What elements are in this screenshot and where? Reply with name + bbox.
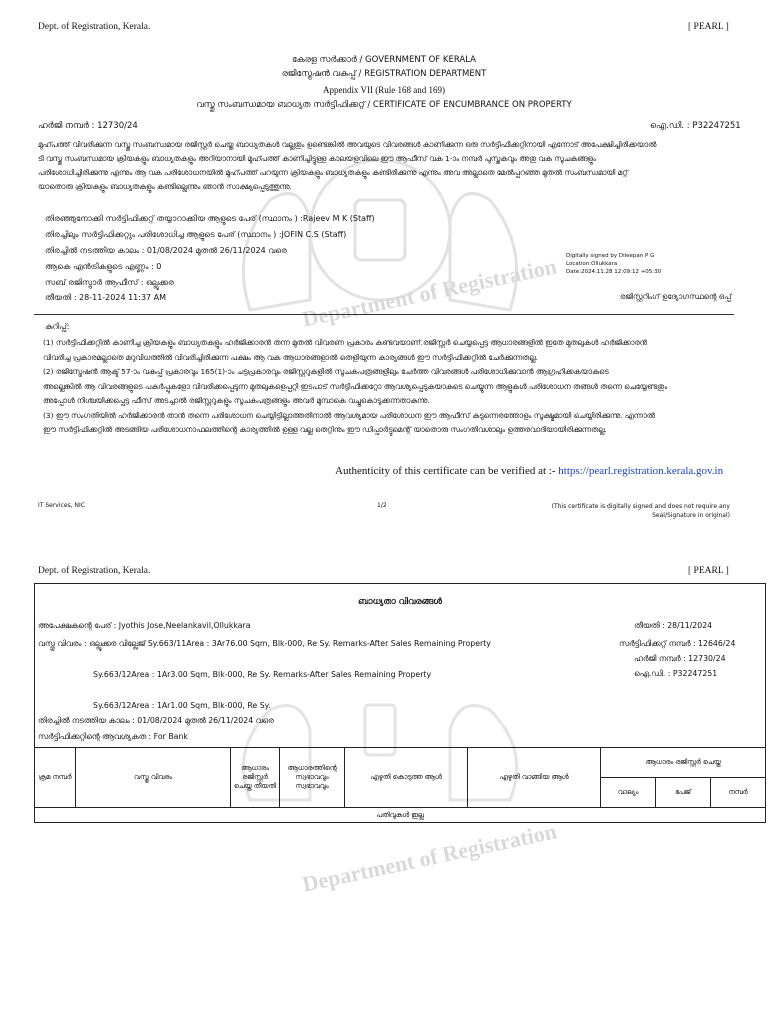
page-number: 1/2 (377, 502, 387, 509)
page2-date: തീയതി : 28/11/2024 (634, 621, 713, 630)
footer-left: IT Services, NIC (38, 502, 85, 509)
title-line-2: രജിസ്ട്രേഷൻ വകുപ്പ് / REGISTRATION DEPARTMENT (281, 69, 487, 79)
certificate-number: സർട്ടിഫിക്കറ്റ് നമ്പർ : 12646/24 (619, 639, 736, 648)
footer-right-line: Seal/Signature in original) (652, 512, 730, 519)
note-title: കുറിപ്പ്: (45, 322, 70, 331)
dept-name-page2: Dept. of Registration, Kerala. (38, 566, 151, 576)
header-claimant: എഴുതി വാങ്ങിയ ആൾ (468, 748, 601, 808)
notes-block (43, 336, 743, 438)
header-volume: വാല്യം (601, 778, 656, 808)
note-line: വിവരിച്ച പ്രകാരമല്ലാതെ മറുവിധത്തിൽ വിവരിച്ചിരിക്കുന്ന പക്ഷം ആ വക ആധാരങ്ങളാൽ തെളിയുന്ന കാര്യങ്ങൾ ഈ സർട്ടിഫിക്കറ്റിൽ ചേർക്കുന്നതല്ല. (43, 352, 538, 362)
signature-line: Location:Ollukkara (566, 261, 618, 267)
pearl-tag: [ PEARL ] (688, 22, 729, 32)
header-property: വസ്തു വിവരം (76, 748, 231, 808)
encumbrance-table (34, 747, 766, 823)
search-period: തിരച്ചിൽ നടത്തിയ കാലം : 01/08/2024 മുതൽ 26/11/2024 വരെ (45, 246, 287, 255)
page2-search-period: തിരച്ചിൽ നടത്തിയ കാലം : 01/08/2024 മുതൽ 26/11/2024 വരെ (38, 716, 274, 725)
dept-name: Dept. of Registration, Kerala. (38, 22, 151, 32)
certificate-date: തീയതി : 28-11-2024 11:37 AM (45, 293, 167, 302)
title-line-3: Appendix VII (Rule 168 and 169) (322, 85, 446, 95)
property-line-1: വസ്തു വിവരം : ഒല്ലൂക്കര വില്ലേജ് Sy.663/11Area : 3Ar76.00 Sqm, Blk-000, Re Sy. Remarks-After Sales Remaining Property (38, 639, 491, 648)
property-line-2: Sy.663/12Area : 1Ar3.00 Sqm, Blk-000, Re Sy. Remarks-After Sales Remaining Property (93, 670, 432, 679)
title-line-4: വസ്തു സംബന്ധമായ ബാധ്യത സർട്ടിഫിക്കറ്റ് / CERTIFICATE OF ENCUMBRANCE ON PROPERTY (196, 100, 572, 110)
signature-line: Date:2024.11.28 12:09:12 +05:30 (566, 269, 662, 275)
note-line: അപ്പോൾ നിശ്ചയിക്കപ്പെട്ട ഫീസ് അടച്ചാൽ രജിസ്റ്ററുകളും സൂചകപത്രങ്ങളും അവർ മുമ്പാകെ വച്ചുകൊടുക്കന്നതാകുന്നു. (43, 396, 430, 405)
note-line: ഈ സർട്ടിഫിക്കറ്റിൽ അടങ്ങിയ പരിശോധനാഫലത്തിന്റെ കാര്യത്തിൽ ഉള്ള വല്ല തെറ്റിനും ഈ ഡിപ്പാർട്ടുമെന്റ് യാതൊരു സംഗതിവശാലും ഉത്തരവാദിയായിരിക്കുന്നതല്ല. (43, 425, 607, 434)
watermark-text: Department of Registration (300, 253, 559, 332)
intro-paragraph (38, 138, 738, 194)
digital-signature (566, 252, 661, 276)
signature-line: Digitally signed by Dileepan P G (566, 253, 655, 259)
verify-text: Authenticity of this certificate can be verified at :- (335, 465, 559, 477)
application-number: ഹർജി നമ്പർ : 12730/24 (38, 121, 138, 131)
page2-id-number: ഐ.ഡി. : P32247251 (634, 669, 718, 678)
page2-application-number: ഹർജി നമ്പർ : 12730/24 (634, 654, 726, 663)
intro-line: യാതൊരു ക്രിയകളും ബാധ്യതകളും കണ്ടില്ലെന്നും ഞാൻ സാക്ഷ്യപ്പെടുത്തുന്നു. (38, 182, 292, 191)
verify-line (335, 465, 723, 477)
header-executant: എഴുതി കൊടുത്ത ആൾ (345, 748, 468, 808)
signature-caption: രജിസ്റ്ററിംഗ് ഉദ്യോഗസ്ഥന്റെ ഒപ്പ് (620, 292, 732, 301)
header-page: പേജ് (656, 778, 711, 808)
verify-link[interactable]: https://pearl.registration.kerala.gov.in (558, 465, 724, 477)
note-line: (1) സർട്ടിഫിക്കറ്റിൽ കാണിച്ച ക്രിയകളും ബാധ്യതകളും ഹർജിക്കാരൻ തന്ന മുതൽ വിവരണ പ്രകാരം കണ്ടവയാണ്.രജിസ്റ്റർ ചെയ്യപ്പെട്ട ആധാരങ്ങളിൽ ഇതേ മുതലുകൾ ഹർജിക്കാരൻ (43, 338, 647, 347)
note-line: (2) രജിസ്ട്രേഷൻ ആക്ട് 57-ാം വകുപ്പ് പ്രകാരവും 165(1)-ാം ചട്ടപ്രകാരവും രജിസ്റ്ററുകളിൽ സൂചകപത്രങ്ങളിലും ചേർത്ത വിവരങ്ങൾ പരിശോധിക്കുവാൻ ആഗ്രഹിക്കകയാകുടെ (43, 367, 609, 376)
note-line: അല്ലെങ്കിൽ ആ വിവരങ്ങളുടെ പകർപ്പുകളോ വിവരിക്കപ്പെടുന്ന മുതലുകളെപ്പറ്റി ഇടപാട് സർട്ടിഫിക്കറ്റോ ആവശ്യപ്പെടുകയാകുടെ ചെയ്യുന്ന ആളുകൾ പരിശോധന തങ്ങൾ തന്നെ ചെയ്യേണ്ടതും (43, 381, 668, 391)
footer-right (520, 502, 730, 520)
footer-right-line: (This certificate is digitally signed and does not require any (551, 503, 730, 510)
header-registration-group: ആധാരം രജിസ്റ്റർ ചെയ്ത (601, 748, 766, 778)
intro-line: ടി വസ്തു സംബന്ധമായ ക്രിയകളും ബാധ്യതകളും അറിയാനായി മുഹ്പത്ത് കാണിച്ചിട്ടുള്ള കാലയളവിലെ ഈ ആഫീസ് വക 1-ാം നമ്പർ പുസ്തകവും അതു വക സൂചകങ്ങളും (38, 154, 596, 163)
intro-line: മുഹ്പത്ത് വിവരിക്കുന്ന വസ്തു സംബന്ധമായ രജിസ്റ്റർ ചെയ്ത ബാധ്യതകൾ വല്ലതും ഉണ്ടെങ്കിൽ അവയുടെ വിവരങ്ങൾ കാണിക്കുന്ന ഒരു സർട്ടിഫിക്കറ്റിനായി എന്നോട് അപേക്ഷിച്ചിരിക്കയാൽ (38, 140, 657, 149)
prepared-by: തിരഞ്ഞുനോക്കി സർട്ടിഫിക്കറ്റ് തയ്യാറാക്കിയ ആളുടെ പേര് (സ്ഥാനം ) :Rajeev M K (Staff) (45, 214, 375, 223)
intro-line: പരിശോധിച്ചിരിക്കുന്നു എന്നും ആ വക പരിശോധനയിൽ മുഹ്പത്ത് പറയുന്ന ക്രിയകളും ബാധ്യതകളും കണ്ടിരിക്കുന്നു എന്നും അവ അല്ലാതെ മേൽപ്പറഞ്ഞ മുതൽ സംബന്ധമായി മറ്റ് (38, 168, 628, 177)
sub-registrar-office: സബ് രജിസ്ട്രാർ ആഫീസ് : ഒല്ലൂക്കര (45, 278, 174, 287)
no-records-row: പതിവുകൾ ഇല്ല (35, 808, 766, 823)
encumbrance-heading: ബാധ്യതാ വിവരങ്ങൾ (358, 597, 442, 607)
divider (34, 314, 734, 315)
certificate-purpose: സർട്ടിഫിക്കറ്റിന്റെ ആവശ്യകത : For Bank (38, 732, 188, 741)
header-serial: ക്രമ നമ്പർ (35, 748, 76, 808)
header-nature: ആധാരത്തിന്റെ സ്വഭാവവും സ്വഭാവവും (280, 748, 345, 808)
header-number: നമ്പർ (711, 778, 766, 808)
applicant-name: അപേക്ഷകന്റെ പേര് : Jyothis Jose,Neelankavil,Ollukkara (38, 621, 251, 630)
id-number: ഐ.ഡി. : P32247251 (650, 121, 741, 131)
total-entries: ആകെ എൻട്രികളുടെ എണ്ണം : 0 (45, 262, 162, 271)
title-line-1: കേരള സർക്കാർ / GOVERNMENT OF KERALA (292, 55, 476, 65)
watermark-text: Department of Registration (300, 818, 559, 897)
verified-by: തിരച്ചിലും സർട്ടിഫിക്കറ്റും പരിശോധിച്ച ആളുടെ പേര് (സ്ഥാനം ) :JOFIN C.S (Staff) (45, 230, 347, 239)
pearl-tag-page2: [ PEARL ] (688, 566, 729, 576)
property-line-3: Sy.663/12Area : 1Ar1.00 Sqm, Blk-000, Re Sy. (93, 701, 271, 710)
header-doc-date: ആധാരം രജിസ്റ്റർ ചെയ്ത തീയതി (231, 748, 280, 808)
note-line: (3) ഈ സംഗതിയിൽ ഹർജിക്കാരൻ താൻ തന്നെ പരിശോധന ചെയ്യിട്ടില്ലാത്തതിനാൽ ആവശ്യമായ പരിശോധന ഈ ആഫീസ് കുടുന്നെരത്തോളം സൂക്ഷ്മമായി ചെയ്യിരിക്കുന്നു. എന്നാൽ (43, 410, 655, 420)
